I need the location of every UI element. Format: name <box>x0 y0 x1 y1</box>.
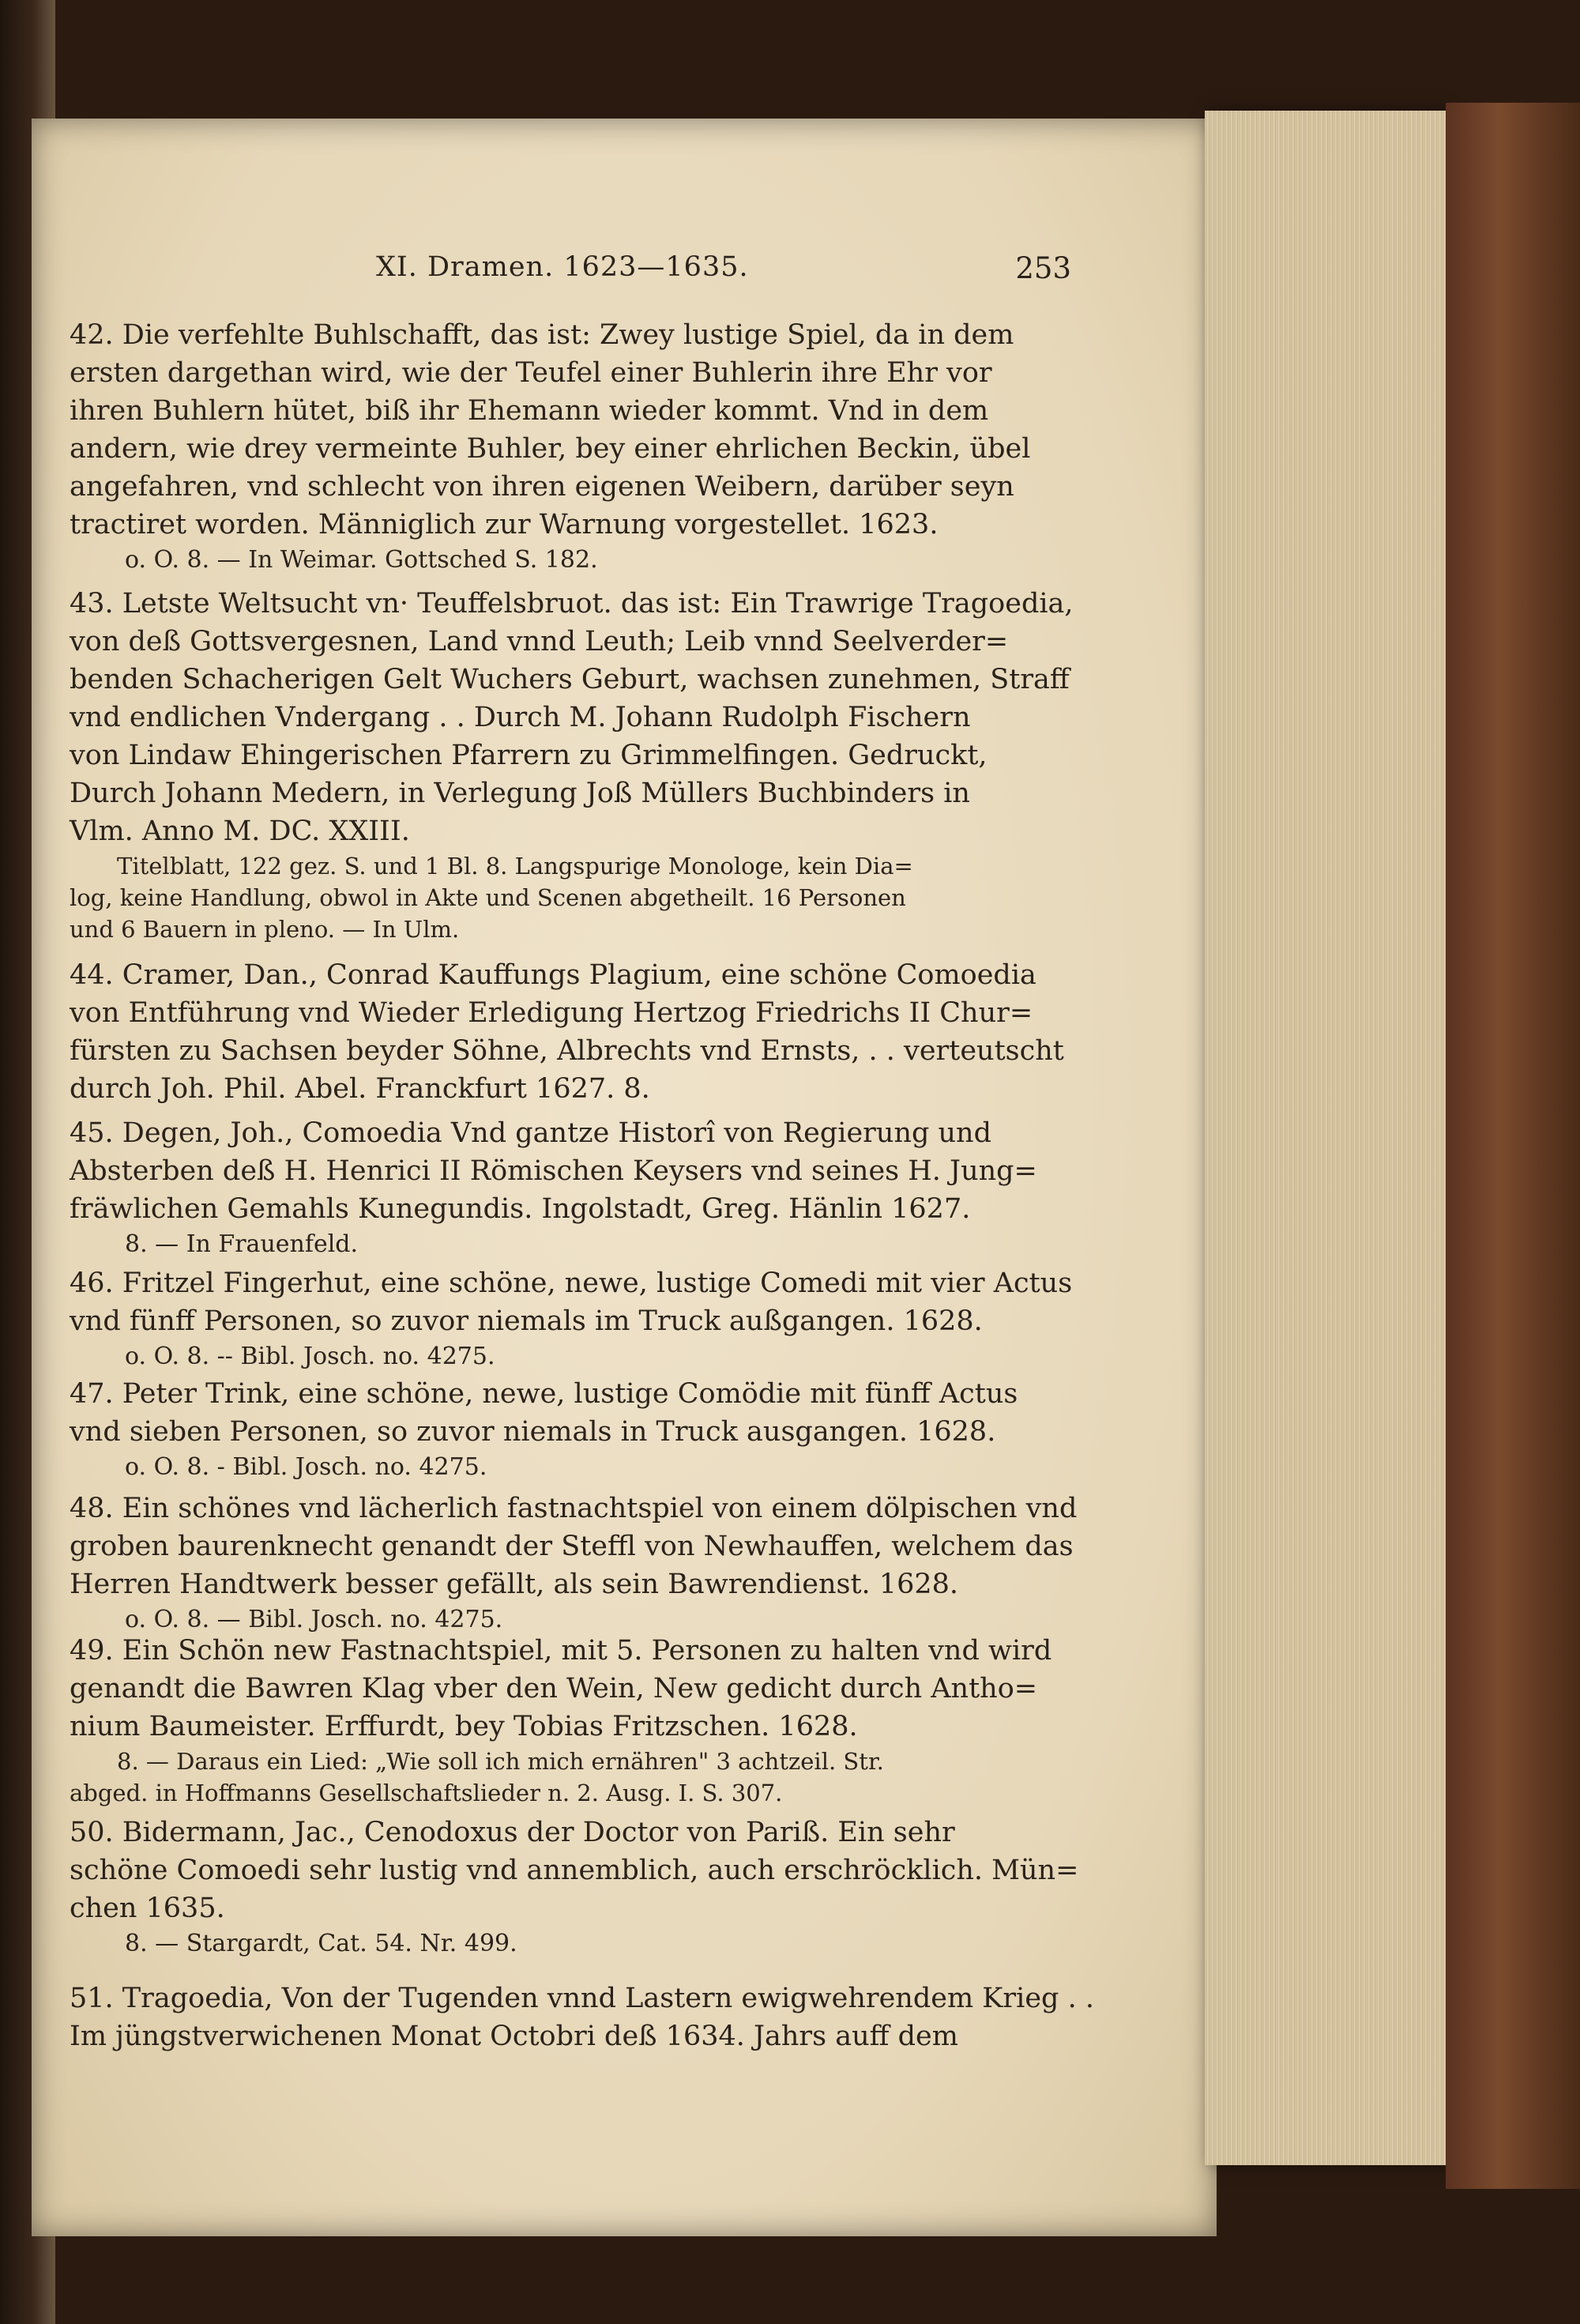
entry-note: o. O. 8. — In Weimar. Gottsched S. 182. <box>125 546 598 574</box>
page-number: 253 <box>1015 251 1071 285</box>
running-head <box>376 251 1071 291</box>
entry-line: von Lindaw Ehingerischen Pfarrern zu Grimmelfingen. Gedruckt, <box>70 740 988 771</box>
entry-small-line: und 6 Bauern in pleno. — In Ulm. <box>70 916 460 943</box>
entry-line: Durch Johann Medern, in Verlegung Joß Müllers Buchbinders in <box>70 778 970 809</box>
entry-line: vnd endlichen Vndergang . . Durch M. Johann Rudolph Fischern <box>70 702 971 733</box>
running-title: XI. Dramen. 1623—1635. <box>376 251 749 283</box>
entry-line: 44. Cramer, Dan., Conrad Kauffungs Plagium, eine schöne Comoedia <box>70 959 1036 991</box>
entry-small-line: Titelblatt, 122 gez. S. und 1 Bl. 8. Langspurige Monologe, kein Dia= <box>117 853 913 880</box>
entry-line: nium Baumeister. Erffurdt, bey Tobias Fritzschen. 1628. <box>70 1711 858 1742</box>
entry-line: ersten dargethan wird, wie der Teufel einer Buhlerin ihre Ehr vor <box>70 357 992 389</box>
entry-line: von deß Gottsvergesnen, Land vnnd Leuth; Leib vnnd Seelverder= <box>70 626 1009 657</box>
entry-note: 8. — In Frauenfeld. <box>125 1230 359 1258</box>
entry-44 <box>70 956 1081 1108</box>
entry-51 <box>70 1979 1094 2055</box>
entry-line: angefahren, vnd schlecht von ihren eigenen Weibern, darüber seyn <box>70 471 1014 503</box>
entry-line: vnd fünff Personen, so zuvor niemals im Truck außgangen. 1628. <box>70 1305 983 1337</box>
entry-note: o. O. 8. — Bibl. Josch. no. 4275. <box>125 1606 503 1633</box>
entry-line: 48. Ein schönes vnd lächerlich fastnachtspiel von einem dölpischen vnd <box>70 1493 1078 1524</box>
entry-line: fräwlichen Gemahls Kunegundis. Ingolstadt, Greg. Hänlin 1627. <box>70 1193 971 1225</box>
entry-45 <box>70 1114 1081 1261</box>
entry-line: 43. Letste Weltsucht vn· Teuffelsbruot. das ist: Ein Trawrige Tragoedia, <box>70 588 1074 620</box>
entry-small-line: abged. in Hoffmanns Gesellschaftslieder n. 2. Ausg. I. S. 307. <box>70 1780 783 1806</box>
entry-note: 8. — Stargardt, Cat. 54. Nr. 499. <box>125 1930 517 1957</box>
entry-line: durch Joh. Phil. Abel. Franckfurt 1627. 8. <box>70 1073 650 1105</box>
entry-line: 42. Die verfehlte Buhlschafft, das ist: Zwey lustige Spiel, da in dem <box>70 319 1014 351</box>
entry-line: groben baurenknecht genandt der Steffl von Newhauffen, welchem das <box>70 1531 1074 1562</box>
entry-49 <box>70 1632 1081 1809</box>
entry-line: benden Schacherigen Gelt Wuchers Geburt, wachsen zunehmen, Straff <box>70 664 1070 695</box>
entry-48 <box>70 1490 1081 1637</box>
entry-note: o. O. 8. -- Bibl. Josch. no. 4275. <box>125 1343 495 1370</box>
entry-47 <box>70 1375 1081 1484</box>
entry-line: ihren Buhlern hütet, biß ihr Ehemann wieder kommt. Vnd in dem <box>70 395 989 427</box>
entry-line: 50. Bidermann, Jac., Cenodoxus der Doctor von Pariß. Ein sehr <box>70 1817 955 1848</box>
page-edges <box>1205 111 1446 2165</box>
entry-43 <box>70 585 1081 945</box>
entry-42 <box>70 316 1081 577</box>
book-cover-right <box>1446 103 1580 2189</box>
entry-line: Im jüngstverwichenen Monat Octobri deß 1634. Jahrs auff dem <box>70 2021 958 2052</box>
entry-line: fürsten zu Sachsen beyder Söhne, Albrechts vnd Ernsts, . . verteutscht <box>70 1035 1064 1067</box>
entry-line: chen 1635. <box>70 1893 225 1924</box>
entry-50 <box>70 1814 1081 1961</box>
entry-line: Herren Handtwerk besser gefällt, als sein Bawrendienst. 1628. <box>70 1569 959 1600</box>
entry-line: andern, wie drey vermeinte Buhler, bey einer ehrlichen Beckin, übel <box>70 433 1031 465</box>
entry-line: vnd sieben Personen, so zuvor niemals in Truck ausgangen. 1628. <box>70 1416 996 1448</box>
entry-46 <box>70 1264 1081 1373</box>
entry-line: 45. Degen, Joh., Comoedia Vnd gantze Historî von Regierung und <box>70 1117 991 1149</box>
entry-small-line: log, keine Handlung, obwol in Akte und Scenen abgetheilt. 16 Personen <box>70 884 906 911</box>
entry-line: Vlm. Anno M. DC. XXIII. <box>70 815 410 847</box>
entry-line: 49. Ein Schön new Fastnachtspiel, mit 5. Personen zu halten vnd wird <box>70 1635 1052 1667</box>
entry-note: o. O. 8. - Bibl. Josch. no. 4275. <box>125 1453 487 1481</box>
entry-line: tractiret worden. Männiglich zur Warnung vorgestellet. 1623. <box>70 509 939 541</box>
entry-small-line: 8. — Daraus ein Lied: „Wie soll ich mich ernähren" 3 achtzeil. Str. <box>117 1748 884 1775</box>
entry-line: genandt die Bawren Klag vber den Wein, New gedicht durch Antho= <box>70 1673 1038 1704</box>
entry-line: Absterben deß H. Henrici II Römischen Keysers vnd seines H. Jung= <box>70 1155 1037 1187</box>
entry-line: 51. Tragoedia, Von der Tugenden vnnd Lastern ewigwehrendem Krieg . . <box>70 1983 1094 2014</box>
entry-line: 47. Peter Trink, eine schöne, newe, lustige Comödie mit fünff Actus <box>70 1378 1018 1410</box>
entry-line: 46. Fritzel Fingerhut, eine schöne, newe, lustige Comedi mit vier Actus <box>70 1267 1073 1299</box>
entry-line: von Entführung vnd Wieder Erledigung Hertzog Friedrichs II Chur= <box>70 997 1033 1029</box>
entry-line: schöne Comoedi sehr lustig vnd annemblich, auch erschröcklich. Mün= <box>70 1855 1079 1886</box>
